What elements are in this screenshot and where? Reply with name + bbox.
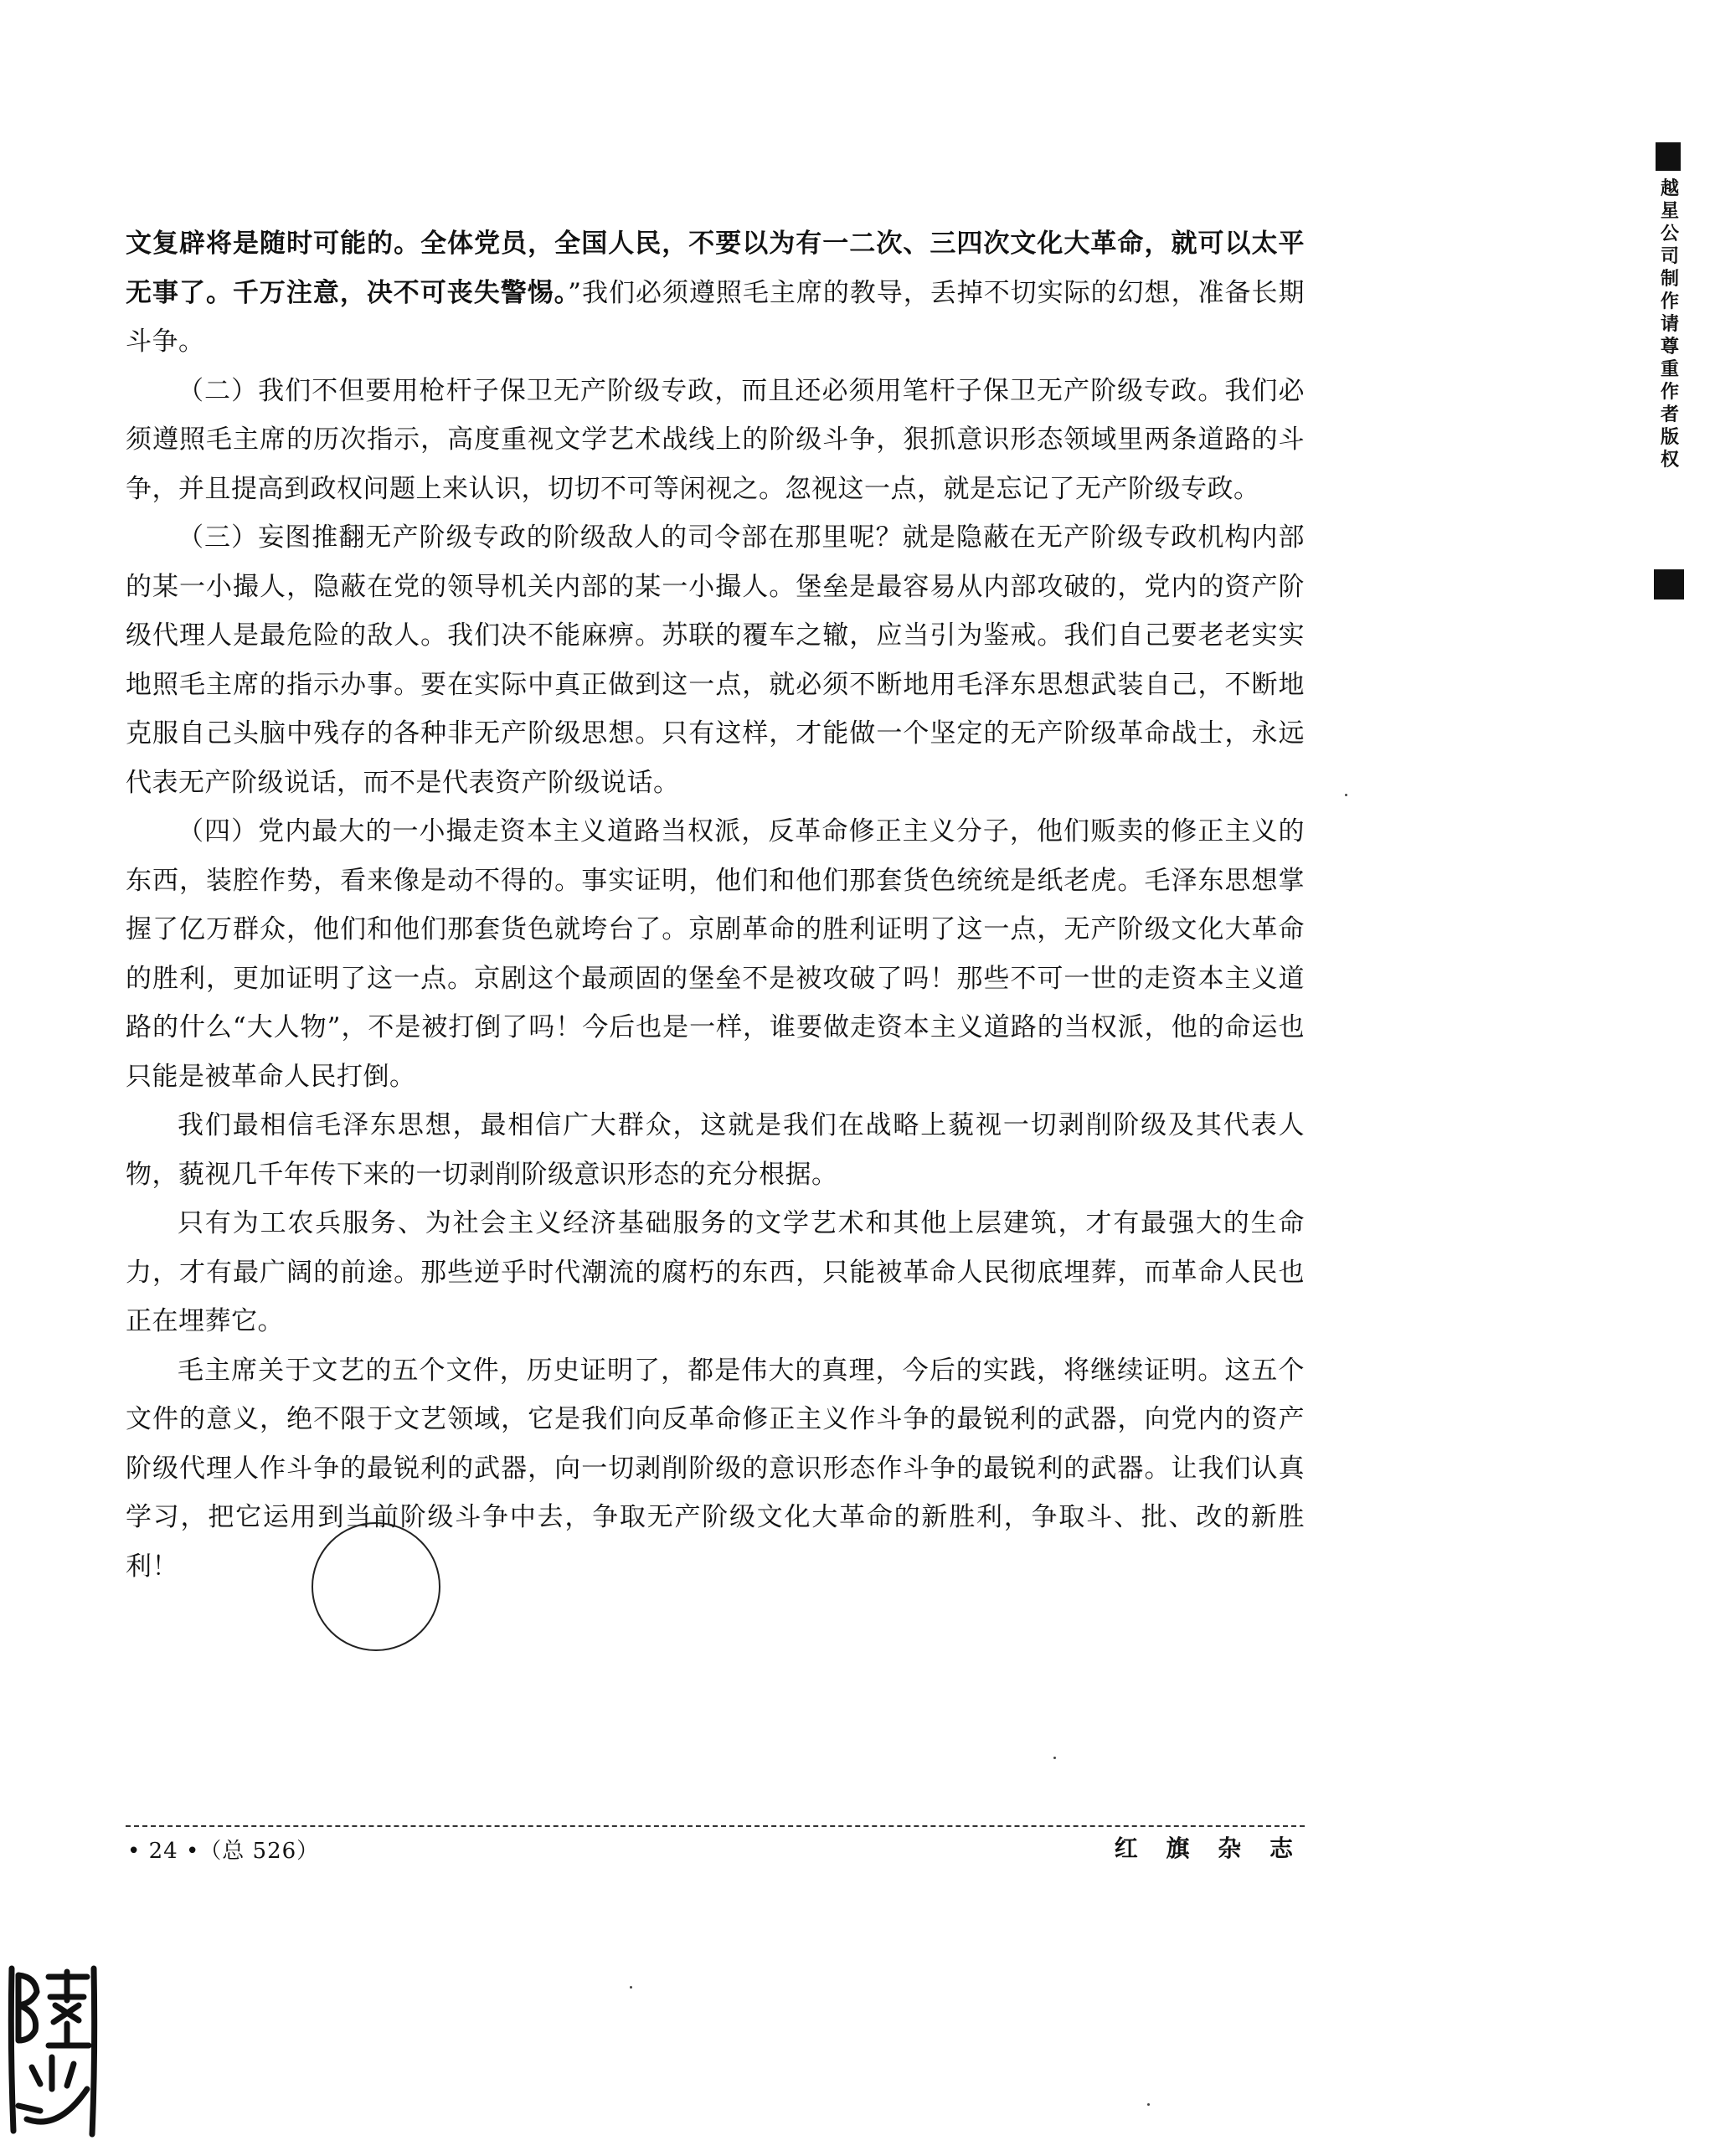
scan-speck [1147,2103,1150,2106]
seal-stamp-logo [7,1963,99,2139]
article-paragraph: 我们最相信毛泽东思想，最相信广大群众，这就是我们在战略上藐视一切剥削阶级及其代表人物，藐视几千年传下来的一切剥削阶级意识形态的充分根据。 [126,1110,1305,1190]
strip-marker-top [1656,142,1681,171]
article-paragraph: 只有为工农兵服务、为社会主义经济基础服务的文学艺术和其他上层建筑，才有最强大的生命力，才有最广阔的前途。那些逆乎时代潮流的腐朽的东西，只能被革命人民彻底埋葬，而革命人民也正在埋葬它。 [126,1208,1305,1336]
article-paragraph: （四）党内最大的一小撮走资本主义道路当权派，反革命修正主义分子，他们贩卖的修正主义的东西，装腔作势，看来像是动不得的。事实证明，他们和他们那套货色统统是纸老虎。毛泽东思想掌握了亿万群众，他们和他们那套货色就垮台了。京剧革命的胜利证明了这一点，无产阶级文化大革命的胜利，更加证明了这一点。京剧这个最顽固的堡垒不是被攻破了吗！那些不可一世的走资本主义道路的什么“大人物”，不是被打倒了吗！今后也是一样，谁要做走资本主义道路的当权派，他的命运也只能是被革命人民打倒。 [126,816,1305,1092]
paragraph-text: ”我们必须遵照毛主席的教导，丢掉不切实际的幻想，准备长期斗争。 [126,277,1305,357]
publication-name: 红 旗 杂 志 [1114,1834,1303,1862]
scan-speck [630,1986,632,1989]
strip-marker-bottom [1654,569,1684,599]
article-body [126,219,1305,1591]
side-copyright-strip [1654,142,1692,601]
hand-drawn-circle-mark [312,1522,440,1651]
page-number: • 24 •（总 526） [127,1839,320,1864]
scan-speck [1345,794,1347,796]
article-paragraph: （二）我们不但要用枪杆子保卫无产阶级专政，而且还必须用笔杆子保卫无产阶级专政。我们必须遵照毛主席的历次指示，高度重视文学艺术战线上的阶级斗争，狠抓意识形态领域里两条道路的斗争，并且提高到政权问题上来认识，切切不可等闲视之。忽视这一点，就是忘记了无产阶级专政。 [126,375,1305,504]
article-paragraph [126,219,1305,367]
article-paragraph: 毛主席关于文艺的五个文件，历史证明了，都是伟大的真理，今后的实践，将继续证明。这五个文件的意义，绝不限于文艺领域，它是我们向反革命修正主义作斗争的最锐利的武器，向党内的资产阶级代理人作斗争的最锐利的武器，向一切剥削阶级的意识形态作斗争的最锐利的武器。让我们认真学习，把它运用到当前阶级斗争中去，争取无产阶级文化大革命的新胜利，争取斗、批、改的新胜利！ [126,1355,1305,1582]
footer-divider [126,1825,1305,1827]
scan-speck [1053,1757,1056,1759]
bold-quotation: 文复辟将是随时可能的。全体党员，全国人民，不要以为有一二次、三四次文化大革命，就可以太平无事了。千万注意，决不可丧失警惕。 [126,229,1305,308]
copyright-watermark-text: 越星公司制作 请尊重作者版权 [1660,178,1679,471]
article-paragraph: （三）妄图推翻无产阶级专政的阶级敌人的司令部在那里呢？就是隐蔽在无产阶级专政机构内部的某一小撮人，隐蔽在党的领导机关内部的某一小撮人。堡垒是最容易从内部攻破的，党内的资产阶级代理人是最危险的敌人。我们决不能麻痹。苏联的覆车之辙，应当引为鉴戒。我们自己要老老实实地照毛主席的指示办事。要在实际中真正做到这一点，就必须不断地用毛泽东思想武装自己，不断地克服自己头脑中残存的各种非无产阶级思想。只有这样，才能做一个坚定的无产阶级革命战士，永远代表无产阶级说话，而不是代表资产阶级说话。 [126,522,1305,798]
